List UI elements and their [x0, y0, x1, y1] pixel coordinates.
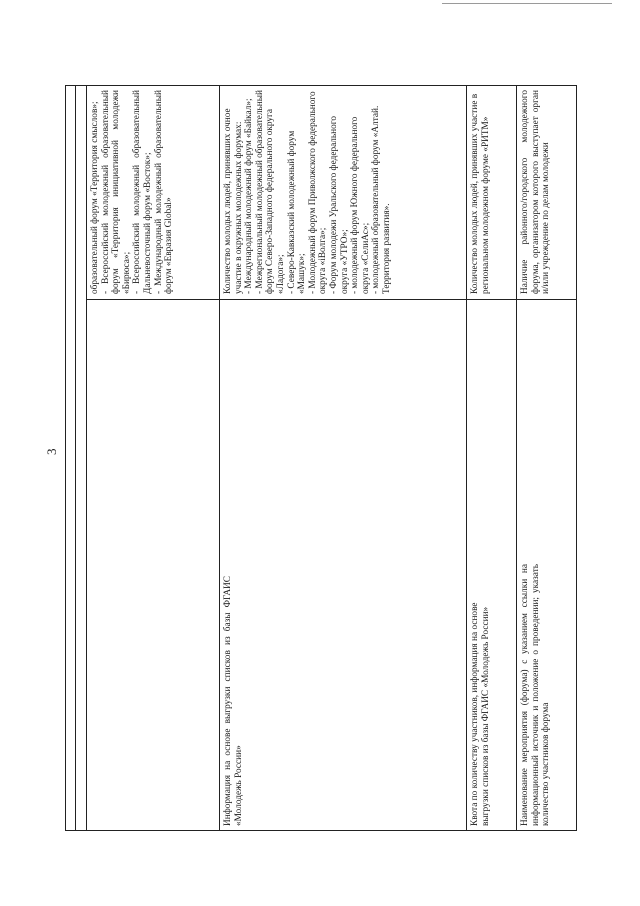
source-cell — [517, 300, 577, 830]
source-text: Наименование мероприятия (форума) с указанием ссылки на информационный источник и положение о проведении; указать количество участников форума — [520, 564, 552, 826]
source-cell — [220, 300, 465, 830]
page-number: 3 — [44, 448, 59, 455]
criteria-line: - молодежный образовательный форум «Алтай. Территория развития». — [371, 105, 392, 294]
source-text: Информация на основе выгрузки списков из базы ФГАИС «Молодежь России» — [223, 576, 244, 826]
criteria-cell — [517, 86, 577, 298]
source-cell — [467, 300, 515, 830]
criteria-line: - Молодежный форум Приволжского федерального округа «iВолга»; — [307, 91, 329, 294]
scan-edge-line — [442, 3, 612, 4]
criteria-line: - Международный молодежный образовательный форум «Евразия Global» — [153, 90, 175, 294]
criteria-line: - Всероссийский молодежный образовательный Дальневосточный форум «Восток»; — [132, 90, 153, 294]
criteria-line: образовательный форум «Территория смыслов»; — [90, 101, 100, 294]
criteria-line: Наличие районного/городского молодежного форума, организатором которого выступает орган и/или учреждение по делам молодежи — [520, 90, 552, 294]
table-row — [87, 86, 218, 298]
criteria-cell — [467, 86, 515, 298]
table-row — [220, 86, 465, 298]
table-row — [467, 86, 515, 298]
criteria-cell — [220, 86, 465, 298]
criteria-line: - Северо-Кавказский молодежный форум «Машук»; — [286, 130, 308, 294]
criteria-line: Количество молодых людей, принявших очное участие в окружных молодежных форумах: — [223, 108, 244, 294]
source-text-wrap — [517, 300, 577, 830]
source-text-wrap — [467, 300, 515, 830]
criteria-line: Количество молодых людей, принявших участие в региональном молодежном форуме «РИТМ» — [470, 93, 491, 294]
criteria-line: - Межрегиональный молодежный образовательный форум Северо-Западного федерального округа «Ладога»; — [254, 90, 286, 294]
criteria-line: - Форум молодежи Уральского федерального округа «УТРО»; — [328, 115, 350, 294]
criteria-table — [65, 85, 577, 831]
criteria-line: - Международный молодежный форум «Байкал»; — [244, 98, 255, 294]
criteria-line: - молодежный форум Южного федерального округа «СелиАс»; — [350, 116, 371, 294]
source-text: Квота по количеству участников, информация на основе выгрузки списков из базы ФГАИС «Молодежь России» — [470, 602, 491, 826]
criteria-cell — [87, 86, 218, 298]
column-divider — [75, 86, 76, 830]
table-row — [517, 86, 577, 298]
criteria-line: - Всероссийский молодежный образовательный форум «Территория инициативной молодежи «Бирюса»; — [100, 90, 132, 294]
source-text-wrap — [220, 300, 465, 830]
